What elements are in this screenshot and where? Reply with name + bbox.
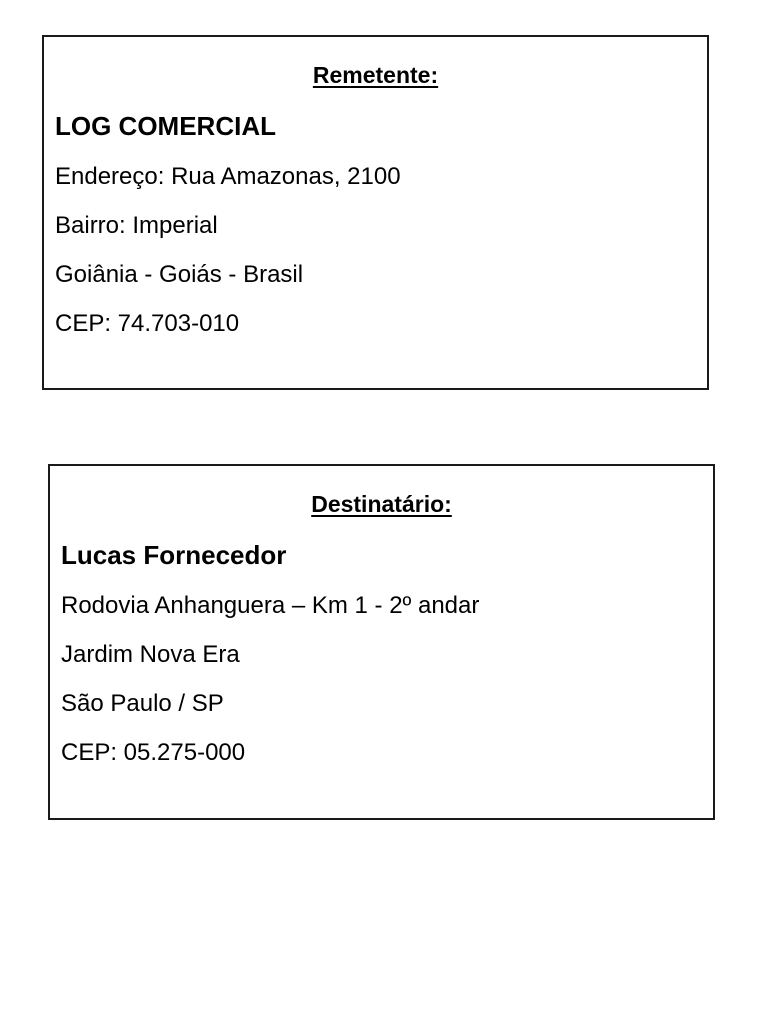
sender-city-line: Goiânia - Goiás - Brasil	[55, 261, 304, 288]
recipient-postal-code-line: CEP: 05.275-000	[61, 739, 246, 766]
sender-neighborhood-line: Bairro: Imperial	[55, 212, 218, 239]
recipient-heading: Destinatário:	[311, 491, 452, 517]
recipient-name: Lucas Fornecedor	[61, 540, 287, 570]
sender-address-line: Endereço: Rua Amazonas, 2100	[55, 163, 401, 190]
recipient-address-line: Rodovia Anhanguera – Km 1 - 2º andar	[61, 592, 480, 619]
sender-heading: Remetente:	[312, 62, 439, 88]
recipient-neighborhood-line: Jardim Nova Era	[61, 641, 240, 668]
sender-label-box	[42, 35, 709, 390]
recipient-city-line: São Paulo / SP	[61, 690, 224, 717]
recipient-label-box	[48, 464, 715, 820]
sender-name: LOG COMERCIAL	[55, 111, 276, 141]
sender-postal-code-line: CEP: 74.703-010	[55, 310, 240, 337]
